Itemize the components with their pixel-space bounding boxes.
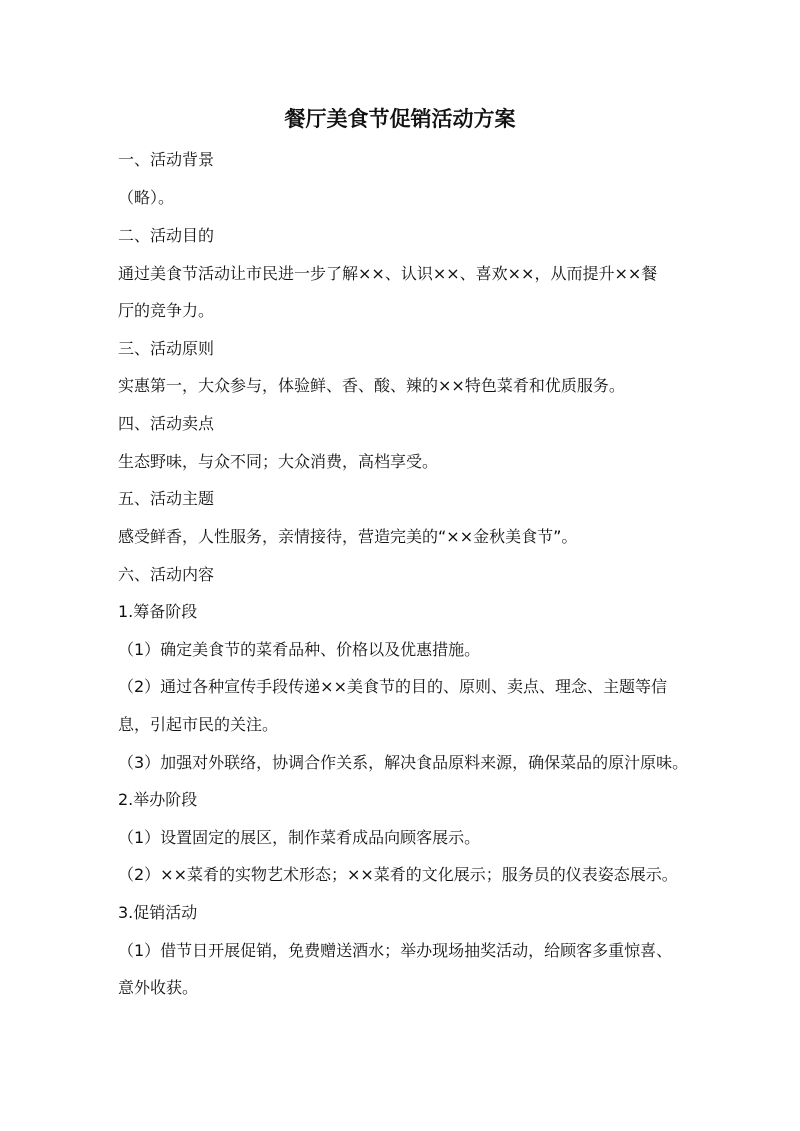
list-item-preparation-1: （1）确定美食节的菜肴品种、价格以及优惠措施。 [118,640,481,659]
list-item-promotion-1-line-1: （1）借节日开展促销，免费赠送酒水；举办现场抽奖活动，给顾客多重惊喜、 [118,941,673,960]
subsection-heading-promotion: 3.促销活动 [118,903,198,922]
list-item-promotion-1-line-2: 意外收获。 [118,978,199,997]
paragraph-theme: 感受鲜香，人性服务，亲情接待，营造完美的“××金秋美食节”。 [118,527,578,546]
paragraph-purpose-line-1: 通过美食节活动让市民进一步了解××、认识××、喜欢××，从而提升××餐 [118,264,658,283]
section-heading-background: 一、活动背景 [118,150,215,169]
list-item-preparation-2-line-2: 息，引起市民的关注。 [118,715,279,734]
section-heading-purpose: 二、活动目的 [118,226,215,245]
list-item-preparation-2-line-1: （2）通过各种宣传手段传递××美食节的目的、原则、卖点、理念、主题等信 [118,677,667,696]
section-heading-principle: 三、活动原则 [118,339,215,358]
list-item-holding-1: （1）设置固定的展区，制作菜肴成品向顾客展示。 [118,828,481,847]
paragraph-selling-point: 生态野味，与众不同；大众消费，高档享受。 [118,452,439,471]
section-heading-theme: 五、活动主题 [118,489,215,508]
subsection-heading-holding: 2.举办阶段 [118,790,198,809]
document-title: 餐厅美食节促销活动方案 [284,107,516,131]
paragraph-principle: 实惠第一，大众参与，体验鲜、香、酸、辣的××特色菜肴和优质服务。 [118,376,625,395]
list-item-holding-2: （2）××菜肴的实物艺术形态；××菜肴的文化展示；服务员的仪表姿态展示。 [118,865,678,884]
paragraph-background: （略）。 [118,188,175,207]
section-heading-selling-point: 四、活动卖点 [118,414,215,433]
subsection-heading-preparation: 1.筹备阶段 [118,602,198,621]
list-item-preparation-3: （3）加强对外联络，协调合作关系，解决食品原料来源，确保菜品的原汁原味。 [118,753,689,772]
section-heading-content: 六、活动内容 [118,565,215,584]
paragraph-purpose-line-2: 厅的竞争力。 [118,301,215,320]
